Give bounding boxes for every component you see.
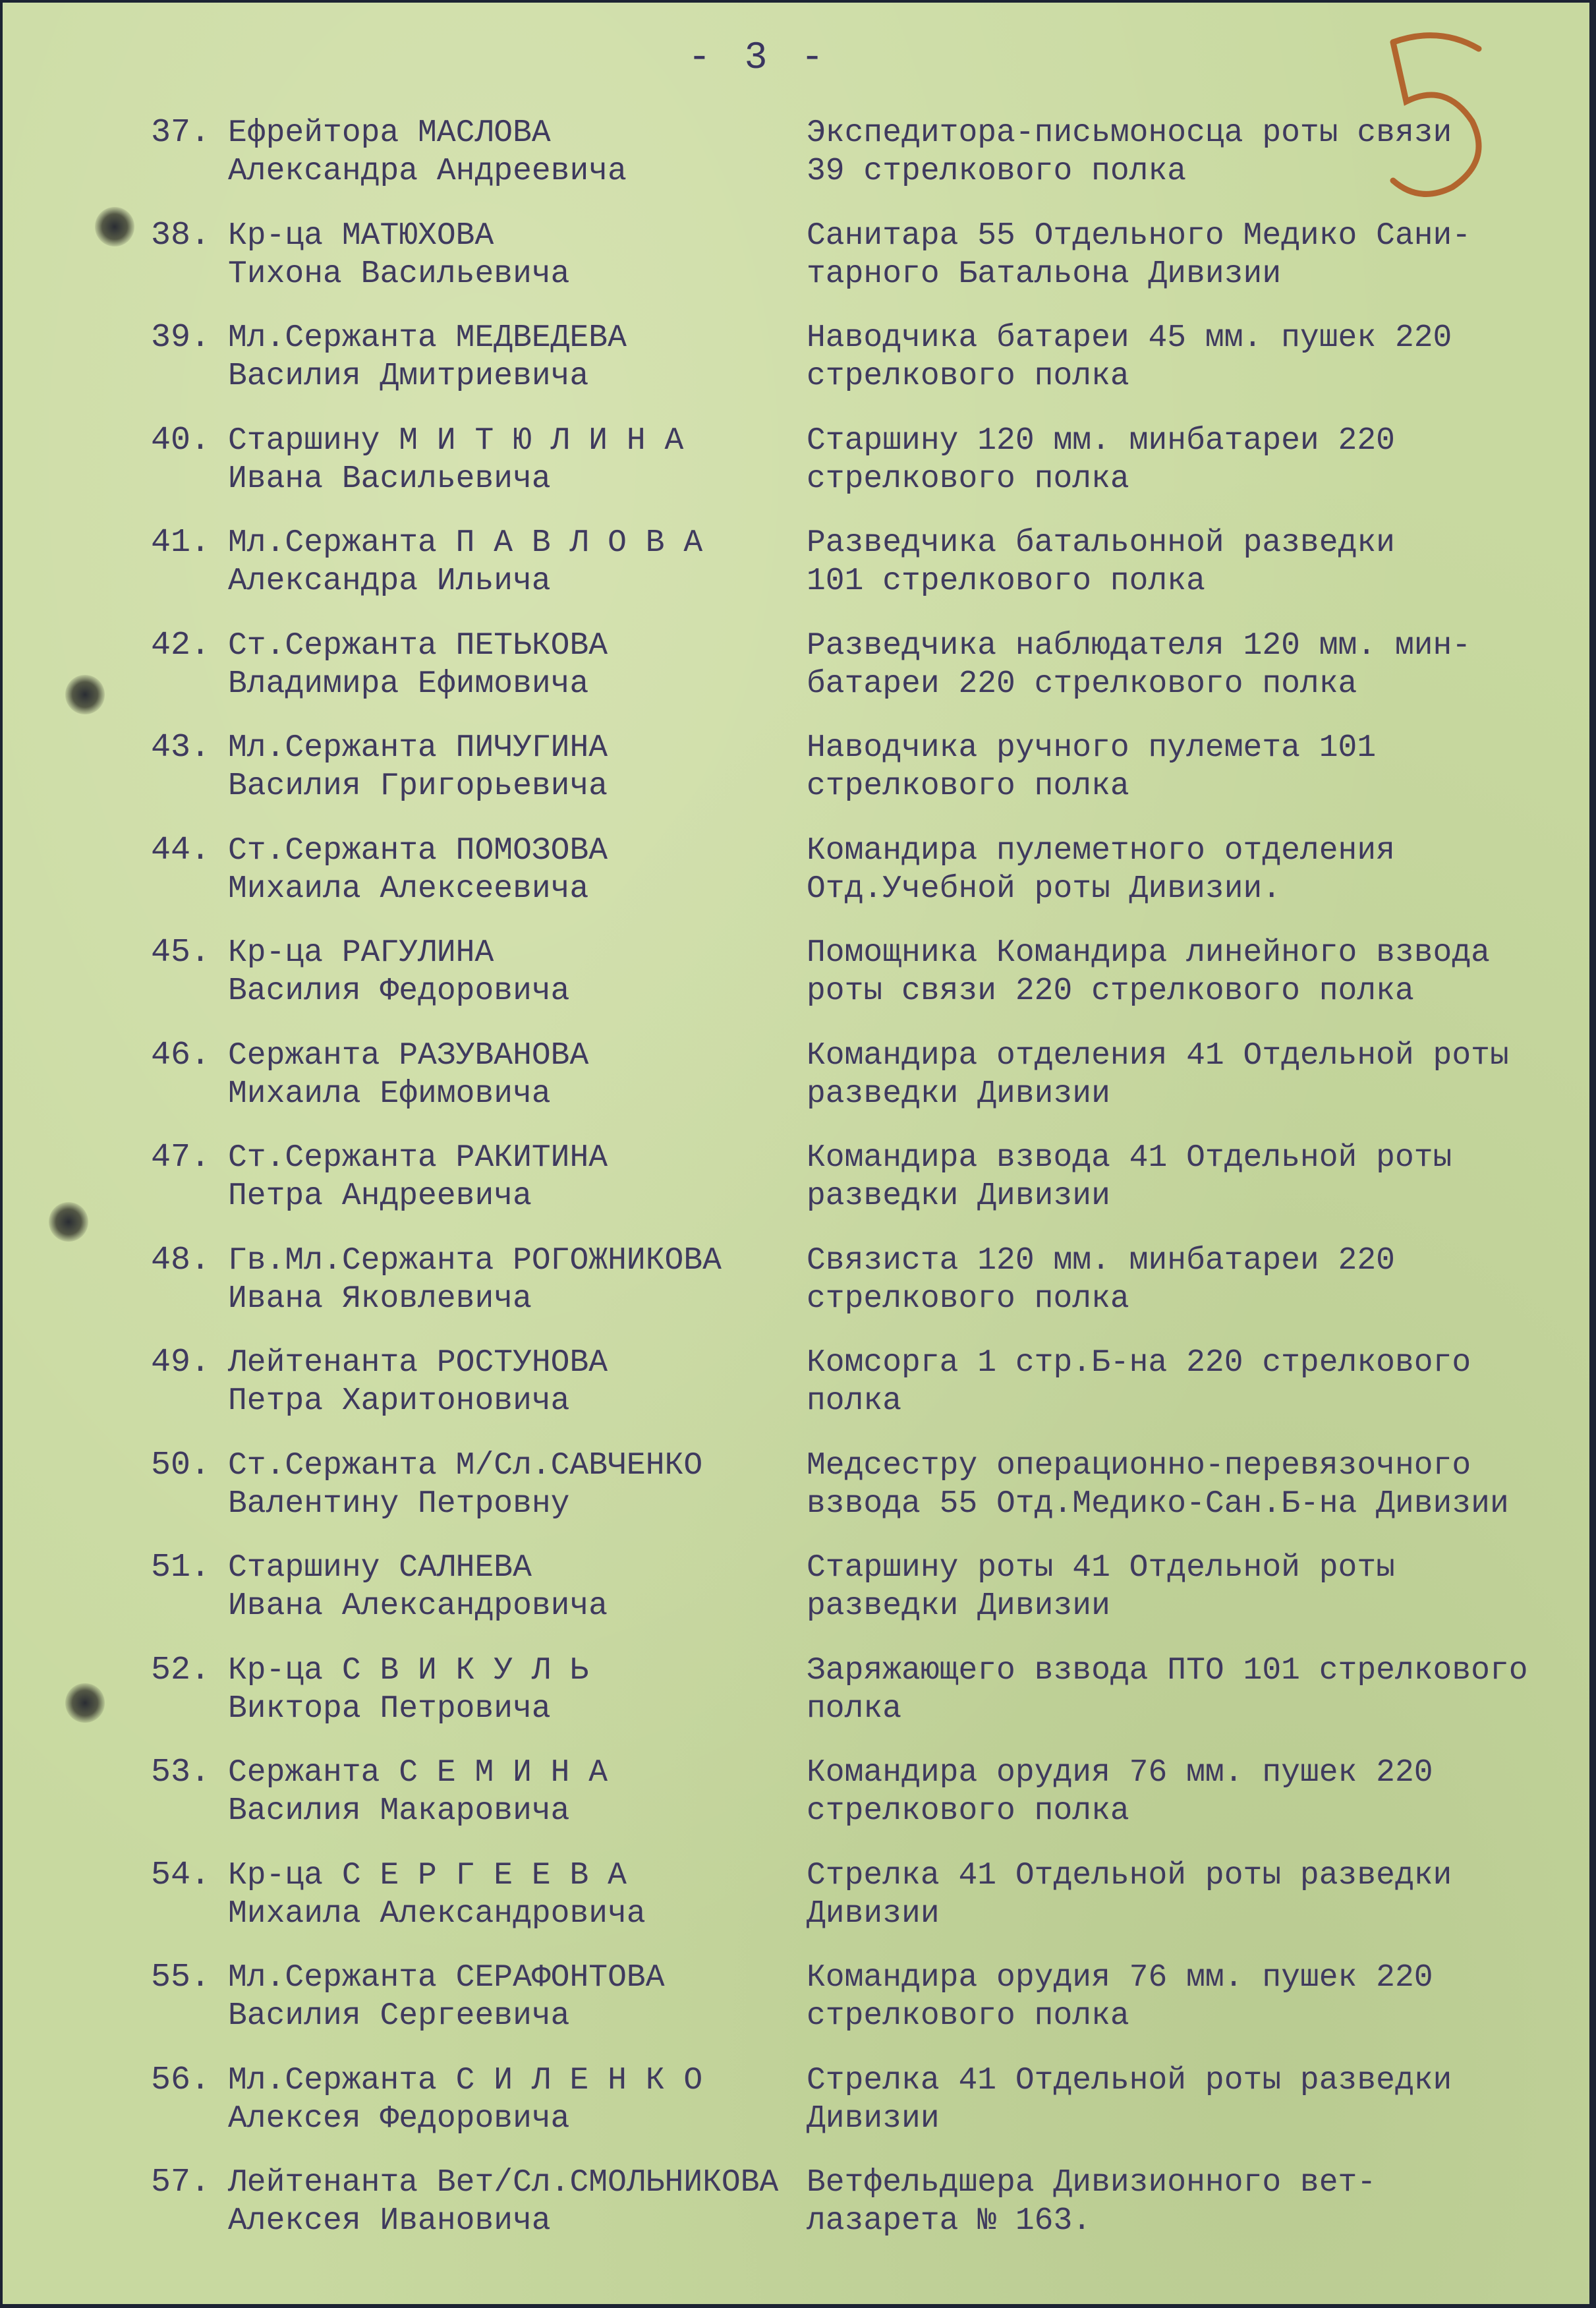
list-item: [3, 1548, 1589, 1647]
position-line-2: Отд.Учебной роты Дивизии.: [807, 871, 1282, 907]
entry-number: 55.: [151, 1959, 211, 1996]
given-name-patronymic: Александра Андреевича: [228, 154, 627, 189]
entry-number: 44.: [151, 831, 211, 869]
position-line-2: стрелкового полка: [807, 1998, 1129, 2034]
rank-and-surname: Ст.Сержанта ПЕТЬКОВА: [228, 627, 608, 664]
rank-and-surname: Кр-ца С Е Р Г Е Е В А: [228, 1857, 627, 1893]
document-sheet: [3, 3, 1589, 2304]
entry-number: 51.: [151, 1549, 211, 1586]
position-line-2: Дивизии: [807, 1895, 940, 1932]
position-line-1: Разведчика наблюдателя 120 мм. мин-: [807, 627, 1471, 664]
rank-and-surname: Старшину САЛНЕВА: [228, 1550, 532, 1586]
given-name-patronymic: Алексея Федоровича: [228, 2100, 570, 2137]
rank-and-surname: Ст.Сержанта РАКИТИНА: [228, 1140, 608, 1176]
position-line-1: Наводчика ручного пулемета 101: [807, 730, 1377, 766]
rank-and-surname: Кр-ца МАТЮХОВА: [228, 217, 494, 254]
rank-and-surname: Лейтенанта РОСТУНОВА: [228, 1345, 608, 1381]
given-name-patronymic: Ивана Александровича: [228, 1588, 608, 1624]
list-item: [3, 1036, 1589, 1135]
given-name-patronymic: Ивана Яковлевича: [228, 1281, 532, 1317]
rank-and-surname: Мл.Сержанта С И Л Е Н К О: [228, 2062, 703, 2098]
position-line-1: Заряжающего взвода ПТО 101 стрелкового: [807, 1652, 1528, 1688]
position-line-1: Стрелка 41 Отдельной роты разведки: [807, 1857, 1452, 1893]
list-item: [3, 216, 1589, 315]
list-item: [3, 1958, 1589, 2057]
list-item: [3, 933, 1589, 1032]
list-item: [3, 1138, 1589, 1237]
position-line-2: полка: [807, 1383, 902, 1419]
entry-number: 56.: [151, 2061, 211, 2099]
list-item: [3, 1856, 1589, 1955]
position-line-2: стрелкового полка: [807, 461, 1129, 497]
given-name-patronymic: Алексея Ивановича: [228, 2203, 551, 2239]
list-item: [3, 1446, 1589, 1545]
given-name-patronymic: Василия Григорьевича: [228, 768, 608, 804]
position-line-2: взвода 55 Отд.Медико-Сан.Б-на Дивизии: [807, 1486, 1509, 1522]
list-item: [3, 523, 1589, 622]
page-number: - 3 -: [688, 37, 830, 80]
position-line-1: Командира пулеметного отделения: [807, 832, 1395, 869]
list-item: [3, 2061, 1589, 2160]
given-name-patronymic: Ивана Васильевича: [228, 461, 551, 497]
position-line-1: Комсорга 1 стр.Б-на 220 стрелкового: [807, 1345, 1471, 1381]
entry-number: 45.: [151, 934, 211, 971]
position-line-1: Старшину роты 41 Отдельной роты: [807, 1550, 1395, 1586]
entry-number: 53.: [151, 1754, 211, 1791]
position-line-2: 39 стрелкового полка: [807, 154, 1187, 189]
entry-number: 37.: [151, 114, 211, 152]
given-name-patronymic: Виктора Петровича: [228, 1690, 551, 1727]
rank-and-surname: Сержанта РАЗУВАНОВА: [228, 1037, 589, 1074]
rank-and-surname: Ст.Сержанта ПОМОЗОВА: [228, 832, 608, 869]
rank-and-surname: Кр-ца С В И К У Л Ь: [228, 1652, 589, 1688]
list-item: [3, 831, 1589, 930]
entry-number: 49.: [151, 1344, 211, 1381]
rank-and-surname: Ст.Сержанта М/Сл.САВЧЕНКО: [228, 1447, 703, 1484]
given-name-patronymic: Михаила Александровича: [228, 1895, 646, 1932]
given-name-patronymic: Владимира Ефимовича: [228, 666, 589, 702]
entry-number: 54.: [151, 1856, 211, 1894]
rank-and-surname: Ефрейтора МАСЛОВА: [228, 115, 551, 151]
entry-number: 46.: [151, 1036, 211, 1074]
list-item: [3, 318, 1589, 417]
position-line-1: Разведчика батальонной разведки: [807, 525, 1395, 561]
given-name-patronymic: Василия Дмитриевича: [228, 359, 589, 394]
given-name-patronymic: Петра Харитоновича: [228, 1383, 570, 1419]
given-name-patronymic: Михаила Алексеевича: [228, 871, 589, 907]
position-line-1: Старшину 120 мм. минбатареи 220: [807, 422, 1395, 459]
rank-and-surname: Старшину М И Т Ю Л И Н А: [228, 422, 684, 459]
given-name-patronymic: Василия Федоровича: [228, 973, 570, 1009]
entry-number: 57.: [151, 2164, 211, 2201]
entry-number: 41.: [151, 524, 211, 562]
position-line-2: разведки Дивизии: [807, 1178, 1110, 1214]
list-item: [3, 2163, 1589, 2262]
list-item: [3, 1753, 1589, 1852]
entry-number: 48.: [151, 1241, 211, 1279]
entry-number: 52.: [151, 1651, 211, 1689]
position-line-2: стрелкового полка: [807, 768, 1129, 804]
position-line-2: 101 стрелкового полка: [807, 563, 1205, 599]
position-line-1: Помощника Командира линейного взвода: [807, 935, 1490, 971]
position-line-1: Санитара 55 Отдельного Медико Сани-: [807, 217, 1471, 254]
given-name-patronymic: Михаила Ефимовича: [228, 1076, 551, 1112]
rank-and-surname: Гв.Мл.Сержанта РОГОЖНИКОВА: [228, 1242, 722, 1279]
list-item: [3, 1343, 1589, 1442]
position-line-2: разведки Дивизии: [807, 1588, 1110, 1624]
rank-and-surname: Мл.Сержанта СЕРАФОНТОВА: [228, 1960, 665, 1996]
entry-number: 42.: [151, 626, 211, 664]
position-line-1: Экспедитора-письмоносца роты связи: [807, 115, 1452, 151]
position-line-2: стрелкового полка: [807, 359, 1129, 394]
entry-number: 40.: [151, 421, 211, 459]
position-line-2: полка: [807, 1690, 902, 1727]
list-item: [3, 626, 1589, 725]
list-item: [3, 421, 1589, 520]
rank-and-surname: Мл.Сержанта П А В Л О В А: [228, 525, 703, 561]
given-name-patronymic: Тихона Васильевича: [228, 256, 570, 292]
rank-and-surname: Кр-ца РАГУЛИНА: [228, 935, 494, 971]
rank-and-surname: Мл.Сержанта ПИЧУГИНА: [228, 730, 608, 766]
position-line-2: разведки Дивизии: [807, 1076, 1110, 1112]
position-line-1: Командира отделения 41 Отдельной роты: [807, 1037, 1509, 1074]
position-line-2: тарного Батальона Дивизии: [807, 256, 1282, 292]
position-line-2: батареи 220 стрелкового полка: [807, 666, 1357, 702]
given-name-patronymic: Александра Ильича: [228, 563, 551, 599]
position-line-2: роты связи 220 стрелкового полка: [807, 973, 1414, 1009]
position-line-2: стрелкового полка: [807, 1281, 1129, 1317]
position-line-1: Стрелка 41 Отдельной роты разведки: [807, 2062, 1452, 2098]
position-line-1: Командира орудия 76 мм. пушек 220: [807, 1755, 1433, 1791]
position-line-1: Ветфельдшера Дивизионного вет-: [807, 2165, 1377, 2201]
position-line-1: Медсестру операционно-перевязочного: [807, 1447, 1471, 1484]
entry-number: 43.: [151, 729, 211, 766]
position-line-2: Дивизии: [807, 2100, 940, 2137]
position-line-2: лазарета № 163.: [807, 2203, 1092, 2239]
entry-number: 50.: [151, 1446, 211, 1484]
position-line-1: Наводчика батареи 45 мм. пушек 220: [807, 320, 1452, 356]
list-item: [3, 1651, 1589, 1750]
position-line-1: Командира взвода 41 Отдельной роты: [807, 1140, 1452, 1176]
entry-number: 38.: [151, 216, 211, 254]
given-name-patronymic: Валентину Петровну: [228, 1486, 570, 1522]
entry-number: 39.: [151, 319, 211, 357]
given-name-patronymic: Василия Макаровича: [228, 1793, 570, 1829]
given-name-patronymic: Петра Андреевича: [228, 1178, 532, 1214]
rank-and-surname: Лейтенанта Вет/Сл.СМОЛЬНИКОВА: [228, 2165, 779, 2201]
list-item: [3, 1241, 1589, 1340]
list-item: [3, 113, 1589, 212]
rank-and-surname: Сержанта С Е М И Н А: [228, 1755, 608, 1791]
position-line-1: Командира орудия 76 мм. пушек 220: [807, 1960, 1433, 1996]
position-line-2: стрелкового полка: [807, 1793, 1129, 1829]
given-name-patronymic: Василия Сергеевича: [228, 1998, 570, 2034]
position-line-1: Связиста 120 мм. минбатареи 220: [807, 1242, 1395, 1279]
entry-number: 47.: [151, 1139, 211, 1176]
list-item: [3, 728, 1589, 827]
rank-and-surname: Мл.Сержанта МЕДВЕДЕВА: [228, 320, 627, 356]
